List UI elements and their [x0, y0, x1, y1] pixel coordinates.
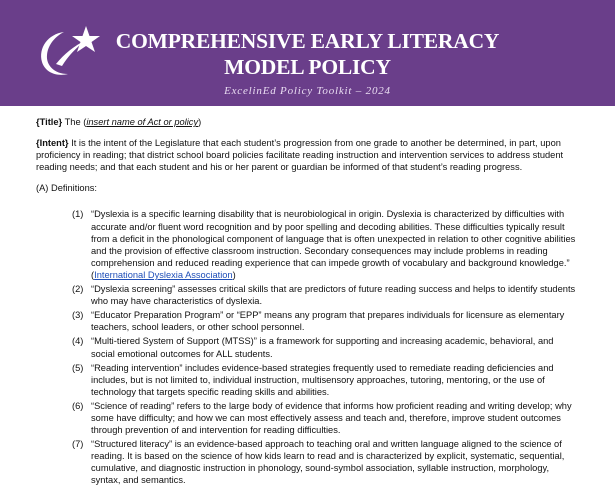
title-close: ) — [198, 117, 202, 127]
list-number: (3) — [72, 310, 84, 321]
list-item — [36, 362, 576, 398]
document-body — [36, 116, 576, 489]
title-line-1: COMPREHENSIVE EARLY LITERACY — [115, 29, 500, 53]
list-number: (1) — [72, 209, 84, 220]
list-text: “Dyslexia is a specific learning disability that is neurobiological in origin. Dyslexia is characterized by difficulties with accurate and/or fluent word recognition and by poor spelling and decoding abilities. These difficulties typically result from a deficit in the phonological component of language that is often unexpected in relation to other cognitive abilities and the provision of effective classroom instruction. Secondary consequences may include problems in reading comprehension and reduced reading experience that can impede growth of vocabulary and background knowledge.” ( — [91, 209, 576, 280]
title-text: The ( — [62, 117, 87, 127]
title-paragraph — [36, 116, 576, 128]
list-number: (7) — [72, 439, 84, 450]
list-number: (2) — [72, 284, 84, 295]
intent-paragraph — [36, 137, 576, 173]
header-title-block — [100, 28, 515, 97]
list-text: “Structured literacy” is an evidence-based approach to teaching oral and written language aligned to the science of reading. It is based on the science of how kids learn to read and is characterized by explicit, systematic, sequential, cumulative, and diagnostic instruction in phonology, sound-symbol association, syllable instruction, morphology, syntax, and semantics. — [91, 439, 565, 486]
list-item — [36, 400, 576, 436]
page-subtitle: ExcelinEd Policy Toolkit – 2024 — [224, 85, 391, 97]
list-text: “Dyslexia screening” assesses critical skills that are predictors of future reading success and helps to identify students who may have characteristics of dyslexia. — [91, 284, 576, 307]
definitions-list — [36, 208, 576, 486]
list-text: “Science of reading” refers to the large body of evidence that informs how proficient reading and writing develop; why some have difficulty; and how we can most effectively assess and teach and, therefore, improve student outcomes through prevention of and intervention for reading difficulties. — [91, 400, 572, 436]
title-placeholder: insert name of Act or policy — [86, 117, 199, 127]
list-number: (6) — [72, 400, 84, 411]
list-number: (5) — [72, 362, 84, 373]
list-item — [36, 309, 576, 333]
intent-tag: {Intent} — [36, 138, 69, 149]
list-item — [36, 335, 576, 359]
intent-text: It is the intent of the Legislature that each student’s progression from one grade to another be determined, in part, upon proficiency in reading; that district school board policies facilitate reading instruction and intervention services to address student reading needs; and that each student and his or her parent or guardian be informed of that student’s reading progress. — [36, 138, 564, 173]
header-banner — [0, 0, 615, 106]
list-text: “Multi-tiered System of Support (MTSS)” is a framework for supporting and increasing academic, behavioral, and social emotional outcomes for ALL students. — [91, 336, 554, 359]
title-line-2: MODEL POLICY — [224, 55, 391, 79]
list-number: (4) — [72, 336, 84, 347]
list-text: “Educator Preparation Program” or “EPP” means any program that prepares individuals for licensure as elementary teachers, school leaders, or other school personnel. — [91, 310, 565, 333]
excelined-star-logo-icon — [34, 24, 104, 80]
list-item — [36, 438, 576, 486]
list-item — [36, 208, 576, 281]
definitions-heading: (A) Definitions: — [36, 183, 97, 194]
list-item — [36, 283, 576, 307]
page-title — [100, 28, 515, 80]
ida-link[interactable]: International Dyslexia Association — [94, 269, 233, 280]
list-text-after: ) — [232, 269, 236, 280]
title-tag: {Title} — [36, 117, 63, 127]
list-text: “Reading intervention” includes evidence-based strategies frequently used to remediate reading deficiencies and includes, but is not limited to, individual instruction, multisensory approaches, tutoring, mentoring, or the use of technology that targets specific reading skills and abilities. — [91, 362, 554, 397]
